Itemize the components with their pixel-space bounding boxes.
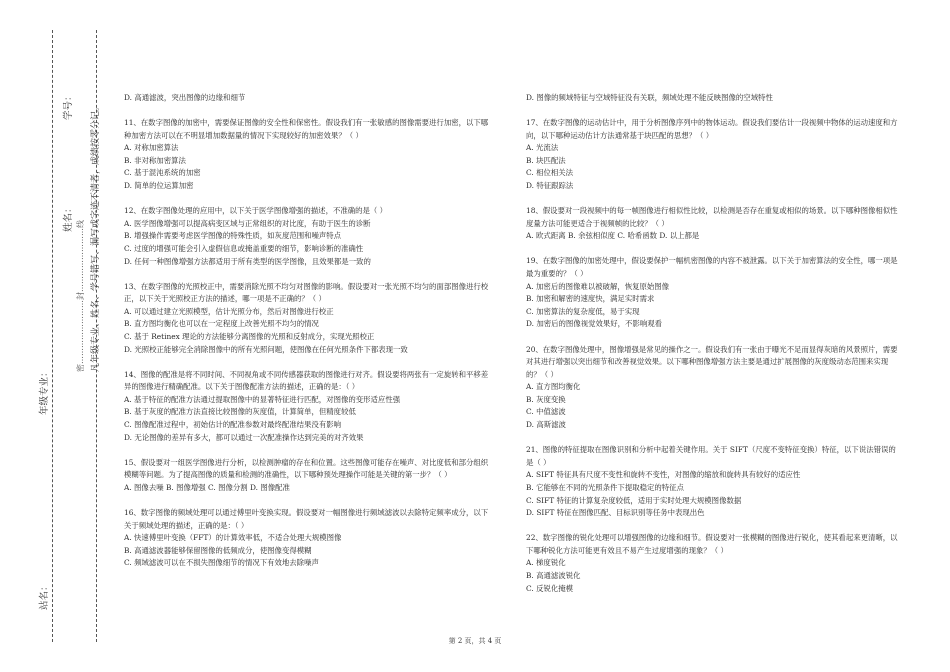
options-inline: A. 欧式距离 B. 余弦相似度 C. 哈希函数 D. 以上都是 [526, 231, 700, 241]
question-stem: 18、假设要对一段视频中的每一帧图像进行相似性比较，以检测是否存在重复或相似的场景。以下哪种图像相似性度量方法可能更适合于视频帧的比较？（ ） [526, 206, 898, 228]
question-16 [124, 507, 494, 570]
seal-notice: 凡年级专业、姓名、学号错写、漏写或字迹不清者，成绩按零分记。 [91, 101, 101, 372]
question-15 [124, 457, 494, 495]
right-column [526, 92, 898, 608]
option-b: B. 灰度变换 [526, 394, 566, 404]
option-a: A. 加密后的图像难以被破解，恢复原始图像 [526, 281, 670, 291]
option-b: B. 高通滤波锐化 [526, 571, 581, 580]
option-d: D. 简单的位运算加密 [124, 181, 194, 191]
question-12 [124, 205, 494, 268]
question-stem: 17、在数字图像的运动估计中，用于分析图像序列中的物体运动。假设我们要估计一段视频中物体的运动速度和方向，以下哪种运动估计方法通常基于块匹配的思想？（ ） [526, 118, 898, 140]
question-stem: 21、图像的特征提取在图像识别和分析中起着关键作用。关于 SIFT（尺度不变特征变换）特征，以下说法错误的是（ ） [526, 445, 896, 467]
grade-major-label: 年级专业： [39, 367, 50, 415]
option-d: D. SIFT 特征在图像匹配、目标识别等任务中表现出色 [526, 508, 705, 518]
option: D. 高通滤波，突出图像的边缘和细节 [124, 93, 246, 102]
binding-dashed-line-outer [52, 30, 53, 642]
option-c: C. 基于 Retinex 理论的方法能够分离图像的光照和反射成分，实现光照校正 [124, 332, 375, 341]
question-stem: 12、在数字图像处理的应用中，以下关于医学图像增强的描述，不准确的是（ ） [124, 206, 388, 216]
question-stem: 13、在数字图像的光照校正中，需要消除光照不均匀对图像的影响。假设要对一张光照不均匀的面部图像进行校正，以下关于光照校正方法的描述，哪一项是不正确的？（ ） [124, 281, 489, 304]
student-no-label: 学号： [63, 91, 74, 120]
option-a: A. 基于特征的配准方法通过提取图像中的显著特征进行匹配，对图像的变形适应性强 [124, 394, 401, 404]
option-a: A. 可以通过建立光照模型，估计光照分布，然后对图像进行校正 [124, 306, 334, 316]
option-b: B. 加密和解密的速度快，满足实时需求 [526, 294, 655, 304]
question-17 [526, 117, 898, 193]
question-stem: 22、数字图像的锐化处理可以增强图像的边缘和细节。假设要对一张模糊的图像进行锐化，使其看起来更清晰，以下哪种锐化方法可能更有效且不易产生过度增强的现象？（ ） [526, 533, 898, 555]
question-14 [124, 369, 494, 445]
page-footer: 第 2 页，共 4 页 [448, 637, 502, 645]
option-d: D. 任何一种图像增强方法都适用于所有类型的医学图像，且效果都是一致的 [124, 256, 371, 266]
option-d: D. 光照校正能够完全消除图像中的所有光照问题，使图像在任何光照条件下都表现一致 [124, 344, 408, 354]
binding-margin [0, 0, 105, 672]
question-stem: 11、在数字图像的加密中，需要保证图像的安全性和保密性。假设我们有一张敏感的图像需要进行加密，以下哪种加密方法可以在不明显增加数据量的情况下实现较好的加密效果？（ ） [124, 118, 489, 140]
seal-line-text: 密……………………封……………………线 [76, 220, 85, 372]
question-13 [124, 281, 494, 357]
option-d: D. 加密后的图像视觉效果好，不影响观看 [526, 319, 663, 329]
option-b: B. 直方图均衡化也可以在一定程度上改善光照不均匀的情况 [124, 319, 319, 329]
option-c: C. 中值滤波 [526, 407, 566, 417]
option-c: C. 加密算法的复杂度低，易于实现 [526, 306, 640, 316]
option-c: C. SIFT 特征的计算复杂度较低，适用于实时处理大规模图像数据 [526, 495, 742, 505]
option-d: D. 无论图像的差异有多大，都可以通过一次配准操作达到完美的对齐效果 [124, 432, 364, 442]
option-d: D. 图像的频域特征与空域特征没有关联，频域处理不能反映图像的空域特性 [526, 93, 773, 102]
school-label: 站名： [39, 581, 50, 610]
option-a: A. 光流法 [526, 143, 559, 153]
option-b: B. 基于灰度的配准方法直接比较图像的灰度值，计算简单，但精度较低 [124, 407, 356, 417]
option-c: C. 反锐化掩模 [526, 583, 574, 593]
question-stem: 19、在数字图像的加密处理中，假设要保护一幅机密图像的内容不被泄露。以下关于加密算法的安全性，哪一项是最为重要的？（ ） [526, 256, 898, 279]
option-c: C. 图像配准过程中，初始估计的配准参数对最终配准结果没有影响 [124, 420, 342, 430]
option-c: C. 相位相关法 [526, 168, 574, 178]
options-inline: A. 图像去噪 B. 图像增强 C. 图像分割 D. 图像配准 [124, 482, 290, 492]
option-a: A. 直方图均衡化 [526, 382, 581, 392]
question-10-tail [124, 92, 494, 105]
question-stem: 15、假设要对一组医学图像进行分析，以检测肿瘤的存在和位置。这些图像可能存在噪声、对比度低和部分组织模糊等问题。为了提高图像的质量和检测的准确性，以下哪种预处理操作可能是关键的第一步？（ ） [124, 457, 489, 480]
question-22 [526, 532, 898, 595]
left-column [124, 92, 494, 583]
question-stem: 14、图像的配准是将不同时间、不同视角或不同传感器获取的图像进行对齐。假设要将两张有一定旋转和平移差异的图像进行精确配准。以下关于图像配准方法的描述，正确的是：（ ） [124, 369, 489, 392]
option-c: C. 过度的增强可能会引入虚假信息或掩盖重要的细节，影响诊断的准确性 [124, 243, 364, 253]
question-stem: 20、在数字图像处理中，图像增强是常见的操作之一。假设我们有一张由于曝光不足而显得灰暗的风景照片，需要对其进行增强以突出细节和改善视觉效果。以下哪种图像增强方法主要是通过扩展图像的灰度级动态范围来实现的？（ ） [526, 344, 898, 379]
question-21 [526, 444, 898, 520]
question-stem: 16、数字图像的频域处理可以通过傅里叶变换实现。假设要对一幅图像进行频域滤波以去除特定频率成分，以下关于频域处理的描述，正确的是：（ ） [124, 508, 489, 530]
option-a: A. 对称加密算法 [124, 143, 179, 153]
option-c: C. 频域滤波可以在不损失图像细节的情况下有效地去除噪声 [124, 558, 319, 568]
option-d: D. 高斯滤波 [526, 420, 566, 430]
option-a: A. 快速傅里叶变换（FFT）的计算效率低，不适合处理大规模图像 [124, 533, 342, 543]
option-d: D. 特征跟踪法 [526, 181, 574, 191]
question-11 [124, 117, 494, 193]
option-a: A. 医学图像增强可以提高病变区域与正常组织的对比度，有助于医生的诊断 [124, 218, 371, 228]
name-label: 姓名： [63, 203, 74, 232]
question-18 [526, 205, 898, 243]
option-b: B. 高通滤波器能够保留图像的低频成分，使图像变得模糊 [124, 545, 312, 555]
question-20 [526, 344, 898, 432]
option-a: A. 梯度锐化 [526, 558, 566, 568]
option-c: C. 基于混沌系统的加密 [124, 168, 201, 178]
option-b: B. 块匹配法 [526, 155, 566, 165]
option-b: B. 非对称加密算法 [124, 155, 186, 165]
option-a: A. SIFT 特征具有尺度不变性和旋转不变性，对图像的缩放和旋转具有较好的适应性 [526, 470, 801, 480]
question-19 [526, 255, 898, 331]
option-b: B. 它能够在不同的光照条件下提取稳定的特征点 [526, 482, 684, 492]
option-b: B. 增强操作需要考虑医学图像的特殊性质，如灰度范围和噪声特点 [124, 231, 342, 241]
question-16-tail [526, 92, 898, 105]
